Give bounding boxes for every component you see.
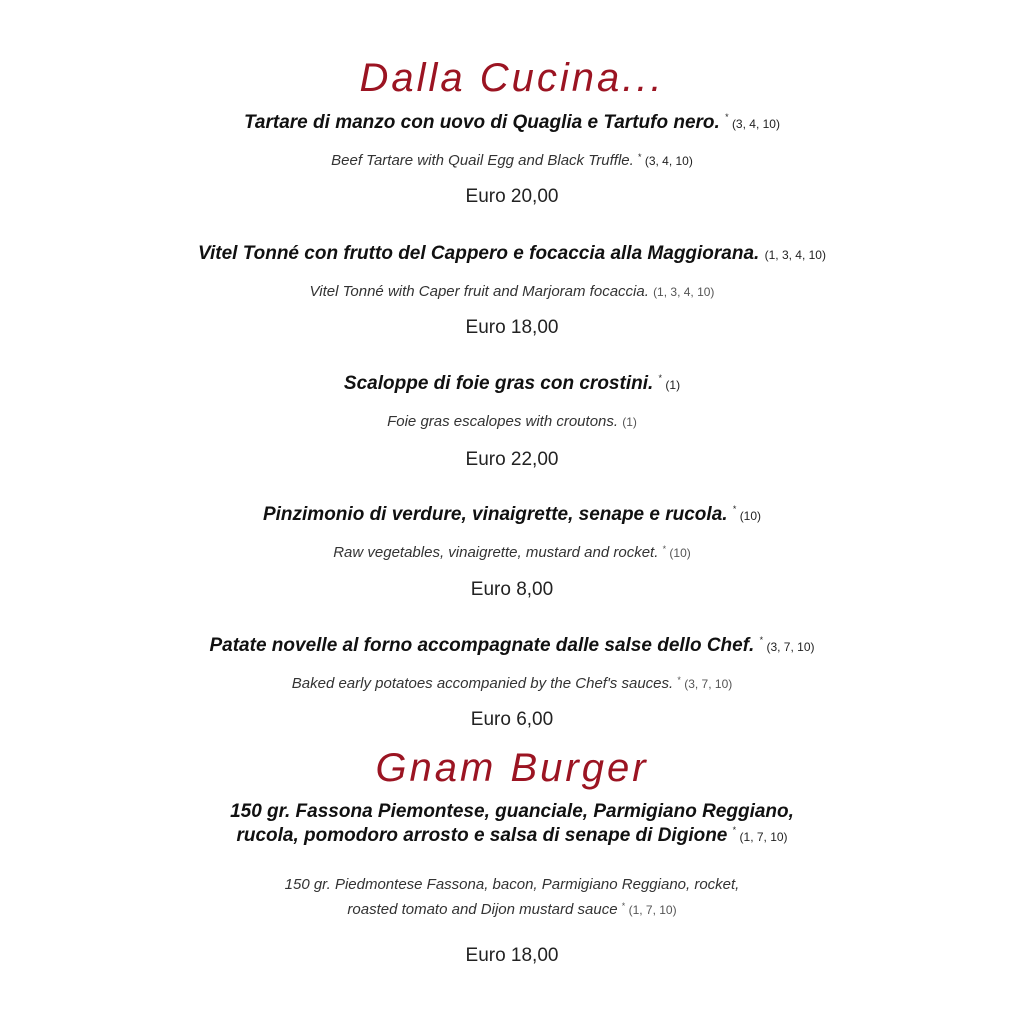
allergen-codes: (3, 7, 10) (766, 640, 815, 654)
dish-price-patate: Euro 6,00 (470, 709, 554, 730)
dish-price-tartare: Euro 20,00 (465, 186, 559, 207)
dish-translation: Beef Tartare with Quail Egg and Black Truffle. (331, 152, 634, 169)
dish-english-patate (0, 675, 1024, 692)
allergen-marker (653, 285, 714, 299)
dish-italian-pinzimonio (0, 504, 1024, 526)
allergen-marker: * (3, 7, 10) (677, 675, 733, 691)
allergen-marker: * (1, 7, 10) (621, 901, 677, 917)
allergen-codes: (3, 7, 10) (684, 677, 733, 691)
allergen-marker: * (3, 7, 10) (759, 635, 815, 654)
dish-english-vitel-tonne (0, 283, 1024, 300)
dish-name: Pinzimonio di verdure, vinaigrette, senape e rucola. (262, 504, 728, 525)
dish-italian-foie-gras (0, 373, 1024, 395)
dish-name: Patate novelle al forno accompagnate dalle salse dello Chef. (209, 635, 755, 656)
dish-english-tartare (0, 152, 1024, 169)
allergen-codes: (1) (665, 378, 681, 392)
dish-name: Vitel Tonné con frutto del Cappero e focaccia alla Maggiorana. (198, 243, 760, 264)
section-title-gnam-burger: Gnam Burger (375, 746, 649, 790)
dish-italian-vitel-tonne (0, 243, 1024, 265)
dish-english-burger-line1: 150 gr. Piedmontese Fassona, bacon, Parmigiano Reggiano, rocket, (284, 876, 740, 893)
dish-translation: Raw vegetables, vinaigrette, mustard and rocket. (333, 544, 659, 561)
dish-translation: Foie gras escalopes with croutons. (387, 413, 619, 430)
dish-translation: Vitel Tonné with Caper fruit and Marjoram focaccia. (309, 283, 649, 300)
allergen-marker: * (3, 4, 10) (725, 112, 780, 131)
allergen-codes: (10) (669, 546, 691, 560)
allergen-codes: (1, 3, 4, 10) (764, 248, 826, 262)
dish-name: Scaloppe di foie gras con crostini. (343, 373, 654, 394)
allergen-codes: (1, 3, 4, 10) (653, 285, 715, 299)
allergen-codes: (3, 4, 10) (644, 154, 693, 168)
section-title-dalla-cucina: Dalla Cucina... (359, 56, 665, 100)
dish-english-foie-gras (0, 413, 1024, 430)
dish-price-burger: Euro 18,00 (465, 945, 559, 966)
dish-name: rucola, pomodoro arrosto e salsa di senape di Digione (236, 825, 728, 846)
dish-italian-burger-line1: 150 gr. Fassona Piemontese, guanciale, Parmigiano Reggiano, (230, 801, 794, 822)
allergen-codes: (1, 7, 10) (628, 903, 677, 917)
allergen-marker: * (10) (732, 504, 762, 523)
allergen-codes: (1) (622, 415, 637, 429)
allergen-codes: (10) (739, 509, 762, 523)
allergen-marker: * (10) (662, 544, 691, 560)
dish-italian-tartare (0, 112, 1024, 134)
dish-price-vitel-tonne: Euro 18,00 (465, 317, 559, 338)
dish-italian-burger-line2 (0, 825, 1024, 847)
dish-price-foie-gras: Euro 22,00 (465, 449, 559, 470)
dish-translation: Baked early potatoes accompanied by the Chef's sauces. (291, 675, 674, 692)
allergen-codes: (1, 7, 10) (739, 830, 788, 844)
allergen-codes: (3, 4, 10) (731, 117, 780, 131)
dish-english-pinzimonio (0, 544, 1024, 561)
allergen-marker (622, 415, 637, 429)
allergen-marker: * (1) (658, 373, 681, 392)
allergen-marker: * (1, 7, 10) (732, 825, 788, 844)
dish-price-pinzimonio: Euro 8,00 (470, 579, 554, 600)
dish-translation: roasted tomato and Dijon mustard sauce (347, 901, 618, 918)
dish-italian-patate (0, 635, 1024, 657)
allergen-marker: * (3, 4, 10) (637, 152, 693, 168)
allergen-marker (765, 248, 826, 262)
dish-english-burger-line2 (0, 901, 1024, 918)
dish-name: Tartare di manzo con uovo di Quaglia e Tartufo nero. (244, 112, 720, 133)
